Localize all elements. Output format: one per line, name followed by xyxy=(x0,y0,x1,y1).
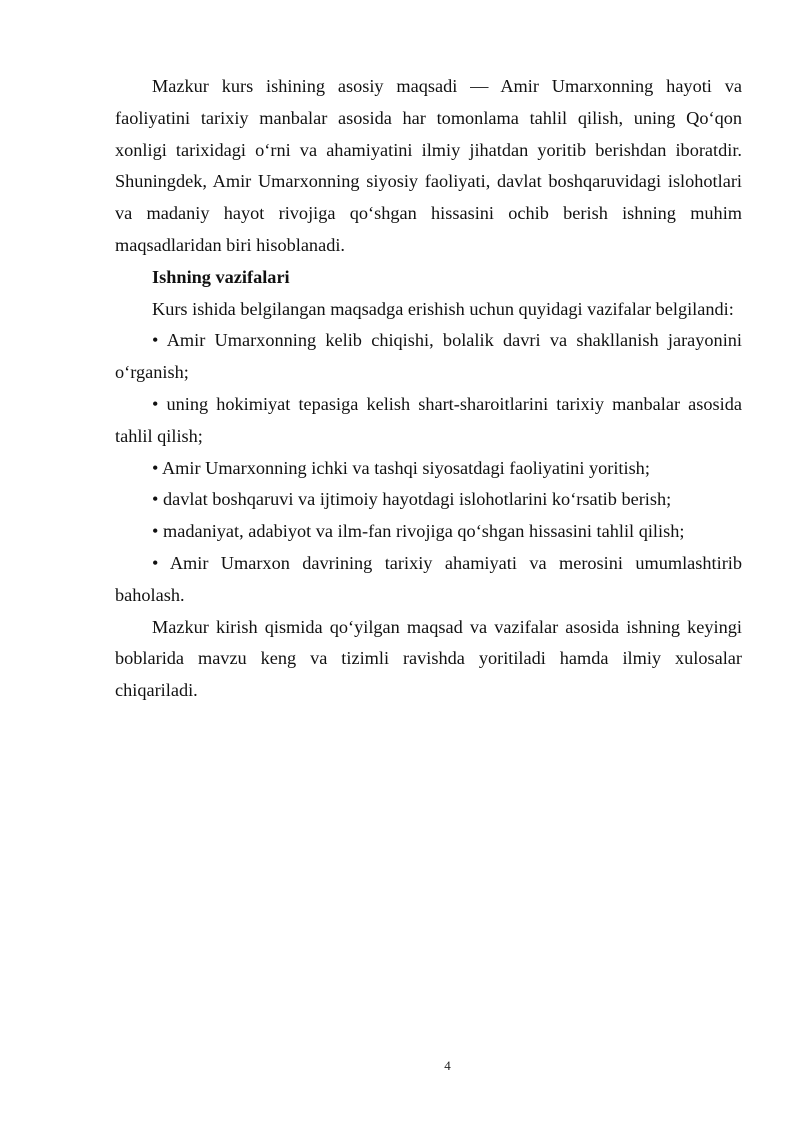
tasks-intro: Kurs ishida belgilangan maqsadga erishish uchun quyidagi vazifalar belgilandi: xyxy=(152,298,734,319)
bullet-icon: • xyxy=(152,521,159,542)
bullet-icon: • xyxy=(152,552,159,573)
bullet-icon: • xyxy=(152,330,159,351)
task-text: Amir Umarxonning kelib chiqishi, bolalik davri va shakllanish jarayonini o‘rganish; xyxy=(115,330,742,383)
task-text: Amir Umarxonning ichki va tashqi siyosatdagi faoliyatini yoritish; xyxy=(161,457,650,478)
task-item xyxy=(115,389,742,453)
task-item xyxy=(115,548,742,612)
page-number: 4 xyxy=(444,1058,451,1073)
task-text: Amir Umarxon davrining tarixiy ahamiyati va merosini umumlashtirib baholash. xyxy=(115,552,743,605)
task-text: uning hokimiyat tepasiga kelish shart-sharoitlarini tarixiy manbalar asosida tahlil qilish; xyxy=(115,393,742,446)
purpose-paragraph: Mazkur kurs ishining asosiy maqsadi — Amir Umarxonning hayoti va faoliyatini tarixiy manbalar asosida har tomonlama tahlil qilish, uning Qo‘qon xonligi tarixidagi o‘rni va ahamiyatini ilmiy jihatdan yoritib berishdan iboratdir. Shuningdek, Amir Umarxonning siyosiy faoliyati, davlat boshqaruvidagi islohotlari va madaniy hayot rivojiga qo‘shgan hissasini ochib berish ishning muhim maqsadlaridan biri hisoblanadi. xyxy=(115,76,742,255)
task-text: davlat boshqaruvi va ijtimoiy hayotdagi islohotlarini ko‘rsatib berish; xyxy=(162,489,672,510)
bullet-icon: • xyxy=(152,489,159,510)
task-text: madaniyat, adabiyot va ilm-fan rivojiga qo‘shgan hissasini tahlil qilish; xyxy=(162,521,685,542)
bullet-icon: • xyxy=(152,457,159,478)
task-item xyxy=(115,453,742,485)
bullet-icon: • xyxy=(152,393,159,414)
closing-paragraph: Mazkur kirish qismida qo‘yilgan maqsad va vazifalar asosida ishning keyingi boblarida mavzu keng va tizimli ravishda yoritiladi hamda ilmiy xulosalar chiqariladi. xyxy=(115,616,742,701)
task-item xyxy=(115,484,742,516)
document-body xyxy=(115,71,742,707)
task-item xyxy=(115,325,742,389)
section-heading: Ishning vazifalari xyxy=(152,266,290,287)
task-item xyxy=(115,516,742,548)
